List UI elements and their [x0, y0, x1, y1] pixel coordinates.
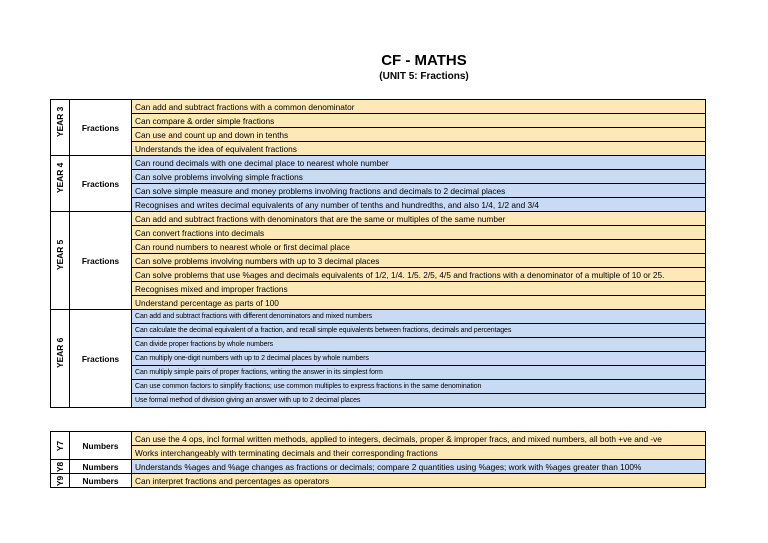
table-row [51, 240, 706, 254]
topic-label: Numbers [70, 474, 132, 488]
table-row [51, 226, 706, 240]
topic-label: Numbers [70, 432, 132, 460]
year-label: Y7 [55, 440, 65, 451]
objective-text: Can use and count up and down in tenths [132, 128, 706, 142]
table-row [51, 212, 706, 226]
year-cell [51, 310, 70, 408]
year-cell [51, 156, 70, 212]
numbers-table-years-7-9 [50, 431, 706, 488]
table-row [51, 394, 706, 408]
objective-text: Recognises mixed and improper fractions [132, 282, 706, 296]
objective-text: Can multiply one-digit numbers with up to 2 decimal places by whole numbers [132, 352, 706, 366]
page-subtitle: (UNIT 5: Fractions) [379, 71, 469, 82]
year-label: YEAR 5 [55, 239, 65, 270]
table-row [51, 198, 706, 212]
table-row [51, 268, 706, 282]
table-row [51, 296, 706, 310]
objective-text: Recognises and writes decimal equivalents of any number of tenths and hundredths, and also 1/4, 1/2 and 3/4 [132, 198, 706, 212]
year-cell [51, 474, 70, 488]
table-row [51, 366, 706, 380]
table-row [51, 156, 706, 170]
table-row [51, 324, 706, 338]
year-cell [51, 100, 70, 156]
table-row [51, 282, 706, 296]
objective-text: Understands the idea of equivalent fractions [132, 142, 706, 156]
objective-text: Understands %ages and %age changes as fractions or decimals; compare 2 quantities using %ages; work with %ages greater than 100% [132, 460, 706, 474]
objective-text: Can solve simple measure and money problems involving fractions and decimals to 2 decimal places [132, 184, 706, 198]
table-row [51, 352, 706, 366]
year-cell [51, 432, 70, 460]
year-label: Y8 [55, 461, 65, 472]
objective-text: Works interchangeably with terminating decimals and their corresponding fractions [132, 446, 706, 460]
table-row [51, 338, 706, 352]
table-row [51, 460, 706, 474]
topic-label: Numbers [70, 460, 132, 474]
fractions-table-years-3-6 [50, 99, 706, 408]
objective-text: Can divide proper fractions by whole numbers [132, 338, 706, 352]
objective-text: Can use the 4 ops, incl formal written methods, applied to integers, decimals, proper & improper fracs, and mixed numbers, all both +ve and -ve [132, 432, 706, 446]
table-row [51, 432, 706, 446]
table-row [51, 114, 706, 128]
objective-text: Can convert fractions into decimals [132, 226, 706, 240]
objective-text: Can add and subtract fractions with denominators that are the same or multiples of the same number [132, 212, 706, 226]
objective-text: Use formal method of division giving an answer with up to 2 decimal places [132, 394, 706, 408]
objective-text: Can round decimals with one decimal place to nearest whole number [132, 156, 706, 170]
objective-text: Can interpret fractions and percentages as operators [132, 474, 706, 488]
year-label: YEAR 4 [55, 162, 65, 193]
objective-text: Can use common factors to simplify fractions; use common multiples to express fractions in the same denomination [132, 380, 706, 394]
objective-text: Can solve problems involving numbers with up to 3 decimal places [132, 254, 706, 268]
year-cell [51, 212, 70, 310]
table-row [51, 474, 706, 488]
table-row [51, 128, 706, 142]
table-row [51, 184, 706, 198]
topic-label: Fractions [70, 156, 132, 212]
table-row [51, 254, 706, 268]
table-row [51, 310, 706, 324]
year-label: Y9 [55, 475, 65, 486]
year-label: YEAR 3 [55, 106, 65, 137]
objective-text: Can add and subtract fractions with different denominators and mixed numbers [132, 310, 706, 324]
topic-label: Fractions [70, 100, 132, 156]
objective-text: Can solve problems that use %ages and decimals equivalents of 1/2, 1/4. 1/5. 2/5, 4/5 and fractions with a denominator of a multiple of 10 or 25. [132, 268, 706, 282]
objective-text: Can compare & order simple fractions [132, 114, 706, 128]
objective-text: Can round numbers to nearest whole or first decimal place [132, 240, 706, 254]
table-row [51, 170, 706, 184]
table-row [51, 380, 706, 394]
topic-label: Fractions [70, 310, 132, 408]
topic-label: Fractions [70, 212, 132, 310]
table-row [51, 142, 706, 156]
page-title: CF - MATHS [381, 52, 467, 69]
year-cell [51, 460, 70, 474]
objective-text: Can calculate the decimal equivalent of a fraction, and recall simple equivalents between fractions, decimals and percentages [132, 324, 706, 338]
objective-text: Can solve problems involving simple fractions [132, 170, 706, 184]
table-row [51, 446, 706, 460]
objective-text: Can multiply simple pairs of proper fractions, writing the answer in its simplest form [132, 366, 706, 380]
table-row [51, 100, 706, 114]
objective-text: Can add and subtract fractions with a common denominator [132, 100, 706, 114]
year-label: YEAR 6 [55, 337, 65, 368]
objective-text: Understand percentage as parts of 100 [132, 296, 706, 310]
